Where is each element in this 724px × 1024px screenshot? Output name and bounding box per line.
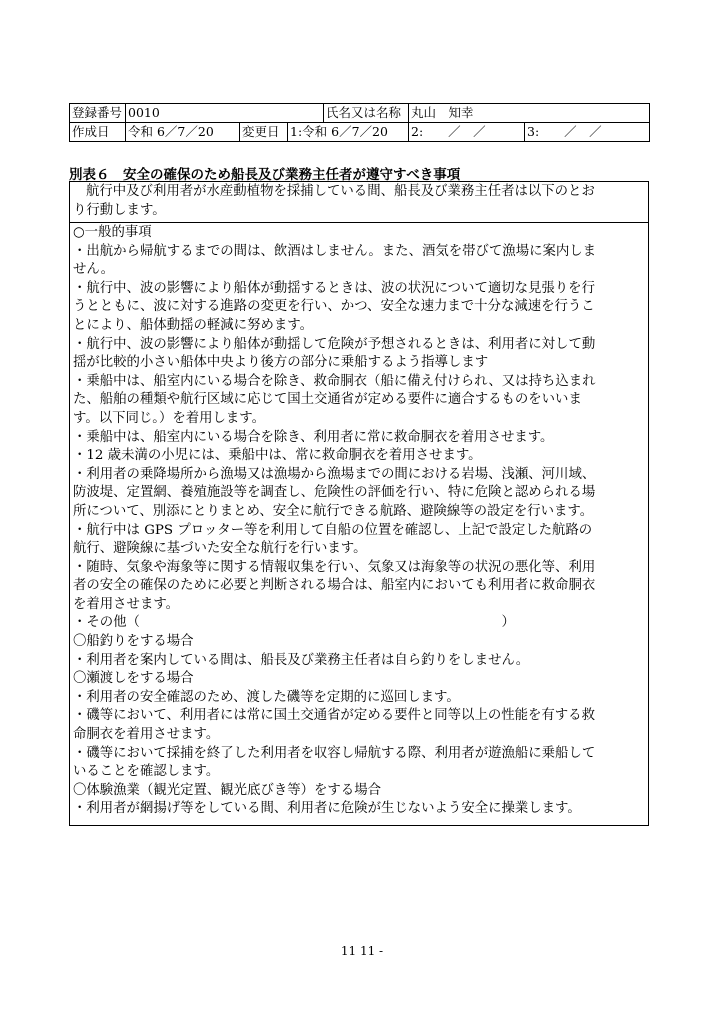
change-date-2: 2: ／ ／ (409, 123, 525, 142)
rule-line: 揺が比較的小さい船体中央より後方の部分に乗船するよう指導します (73, 355, 489, 371)
rule-line: うとともに、波に対する進路の変更を行い、かつ、安全な速力まで十分な減速を行うこ (73, 299, 595, 315)
rule-line: ・出航から帰航するまでの間は、飲酒はしません。また、酒気を帯びて漁場に案内しま (73, 243, 597, 259)
rule-line: ○一般的事項 (73, 225, 152, 240)
rule-line: ・利用者が網揚げ等をしている間、利用者に危険が生じないよう安全に操業します。 (73, 801, 581, 817)
rule-line: 所について、別添にとりまとめ、安全に航行できる航路、避険線等の設定を行います。 (73, 503, 594, 519)
rule-line: 航行、避険線に基づいた安全な航行を行います。 (73, 541, 367, 557)
rule-line: ・利用者の乗降場所から漁場又は漁場から漁場までの間における岩場、浅瀬、河川域、 (73, 466, 596, 482)
name-label: 氏名又は名称 (324, 104, 409, 123)
rule-line: ・乗船中は、船室内にいる場合を除き、利用者に常に救命胴衣を着用させます。 (73, 429, 554, 445)
change-date-1: 1:令和 6／7／20 (288, 123, 409, 142)
section-title: 別表６ 安全の確保のため船長及び業務主任者が遵守すべき事項 (69, 167, 461, 183)
rule-line: ・航行中は GPS プロッター等を利用して自船の位置を確認し、上記で設定した航路の (73, 522, 593, 538)
rule-line: 者の安全の確保のために必要と判断される場合は、船室内においても利用者に救命胴衣 (73, 578, 596, 594)
rule-line: を着用させます。 (73, 596, 180, 612)
created-date-label: 作成日 (70, 123, 126, 142)
rule-line: いることを確認します。 (73, 764, 220, 780)
rule-line: ・航行中、波の影響により船体が動揺するときは、波の状況について適切な見張りを行 (73, 280, 595, 296)
rule-line: す。以下同じ。）を着用します。 (73, 410, 266, 426)
rule-line: ・航行中、波の影響により船体が動揺して危険が予想されるときは、利用者に対して動 (73, 336, 596, 352)
rule-line: せん。 (73, 262, 114, 278)
changed-date-label: 変更日 (240, 123, 288, 142)
rule-line: ・12 歳未満の小児には、乗船中は、常に救命胴衣を着用させます。 (73, 448, 482, 464)
intro-line: 航行中及び利用者が水産動植物を採捕している間、船長及び業務主任者は以下のとお (86, 184, 595, 199)
page-number: 11 11 - (340, 944, 384, 958)
reg-no-value: 0010 (126, 104, 324, 123)
reg-no-label: 登録番号 (70, 104, 126, 123)
intro-box (69, 181, 649, 223)
rule-line: た、船舶の種類や航行区域に応じて国土交通省が定める要件に適合するものをいいま (73, 392, 582, 408)
rules-box (69, 222, 649, 826)
rule-line: ・磯等において、利用者には常に国土交通省が定める要件と同等以上の性能を有する救 (73, 708, 595, 724)
rule-line: 〇体験漁業（観光定置、観光底びき等）をする場合 (73, 782, 381, 798)
rule-line: ・乗船中は、船室内にいる場合を除き、救命胴衣（船に備え付けられ、又は持ち込まれ (73, 373, 596, 389)
rule-line: 〇瀬渡しをする場合 (73, 671, 194, 687)
name-value: 丸山 知幸 (409, 104, 650, 123)
change-date-3: 3: ／ ／ (525, 123, 650, 142)
rule-line: 防波堤、定置網、養殖施設等を調査し、危険性の評価を行い、特に危険と認められる場 (73, 485, 596, 501)
created-date-value: 令和 6／7／20 (126, 123, 240, 142)
registration-table (69, 103, 650, 142)
rule-line: とにより、船体動揺の軽減に努めます。 (73, 317, 313, 333)
rule-line: ・随時、気象や海象等に関する情報収集を行い、気象又は海象等の状況の悪化等、利用 (73, 559, 596, 575)
rule-line: 命胴衣を着用させます。 (73, 727, 220, 743)
intro-line: り行動します。 (73, 202, 166, 218)
rule-line: ・その他（ ） (73, 615, 515, 631)
rule-line: ・磯等において採捕を終了した利用者を収容し帰航する際、利用者が遊漁船に乗船して (73, 745, 596, 761)
rule-line: ・利用者を案内している間は、船長及び業務主任者は自ら釣りをしません。 (73, 652, 530, 668)
rule-line: 〇船釣りをする場合 (73, 634, 194, 650)
rule-line: ・利用者の安全確認のため、渡した磯等を定期的に巡回します。 (73, 689, 460, 705)
